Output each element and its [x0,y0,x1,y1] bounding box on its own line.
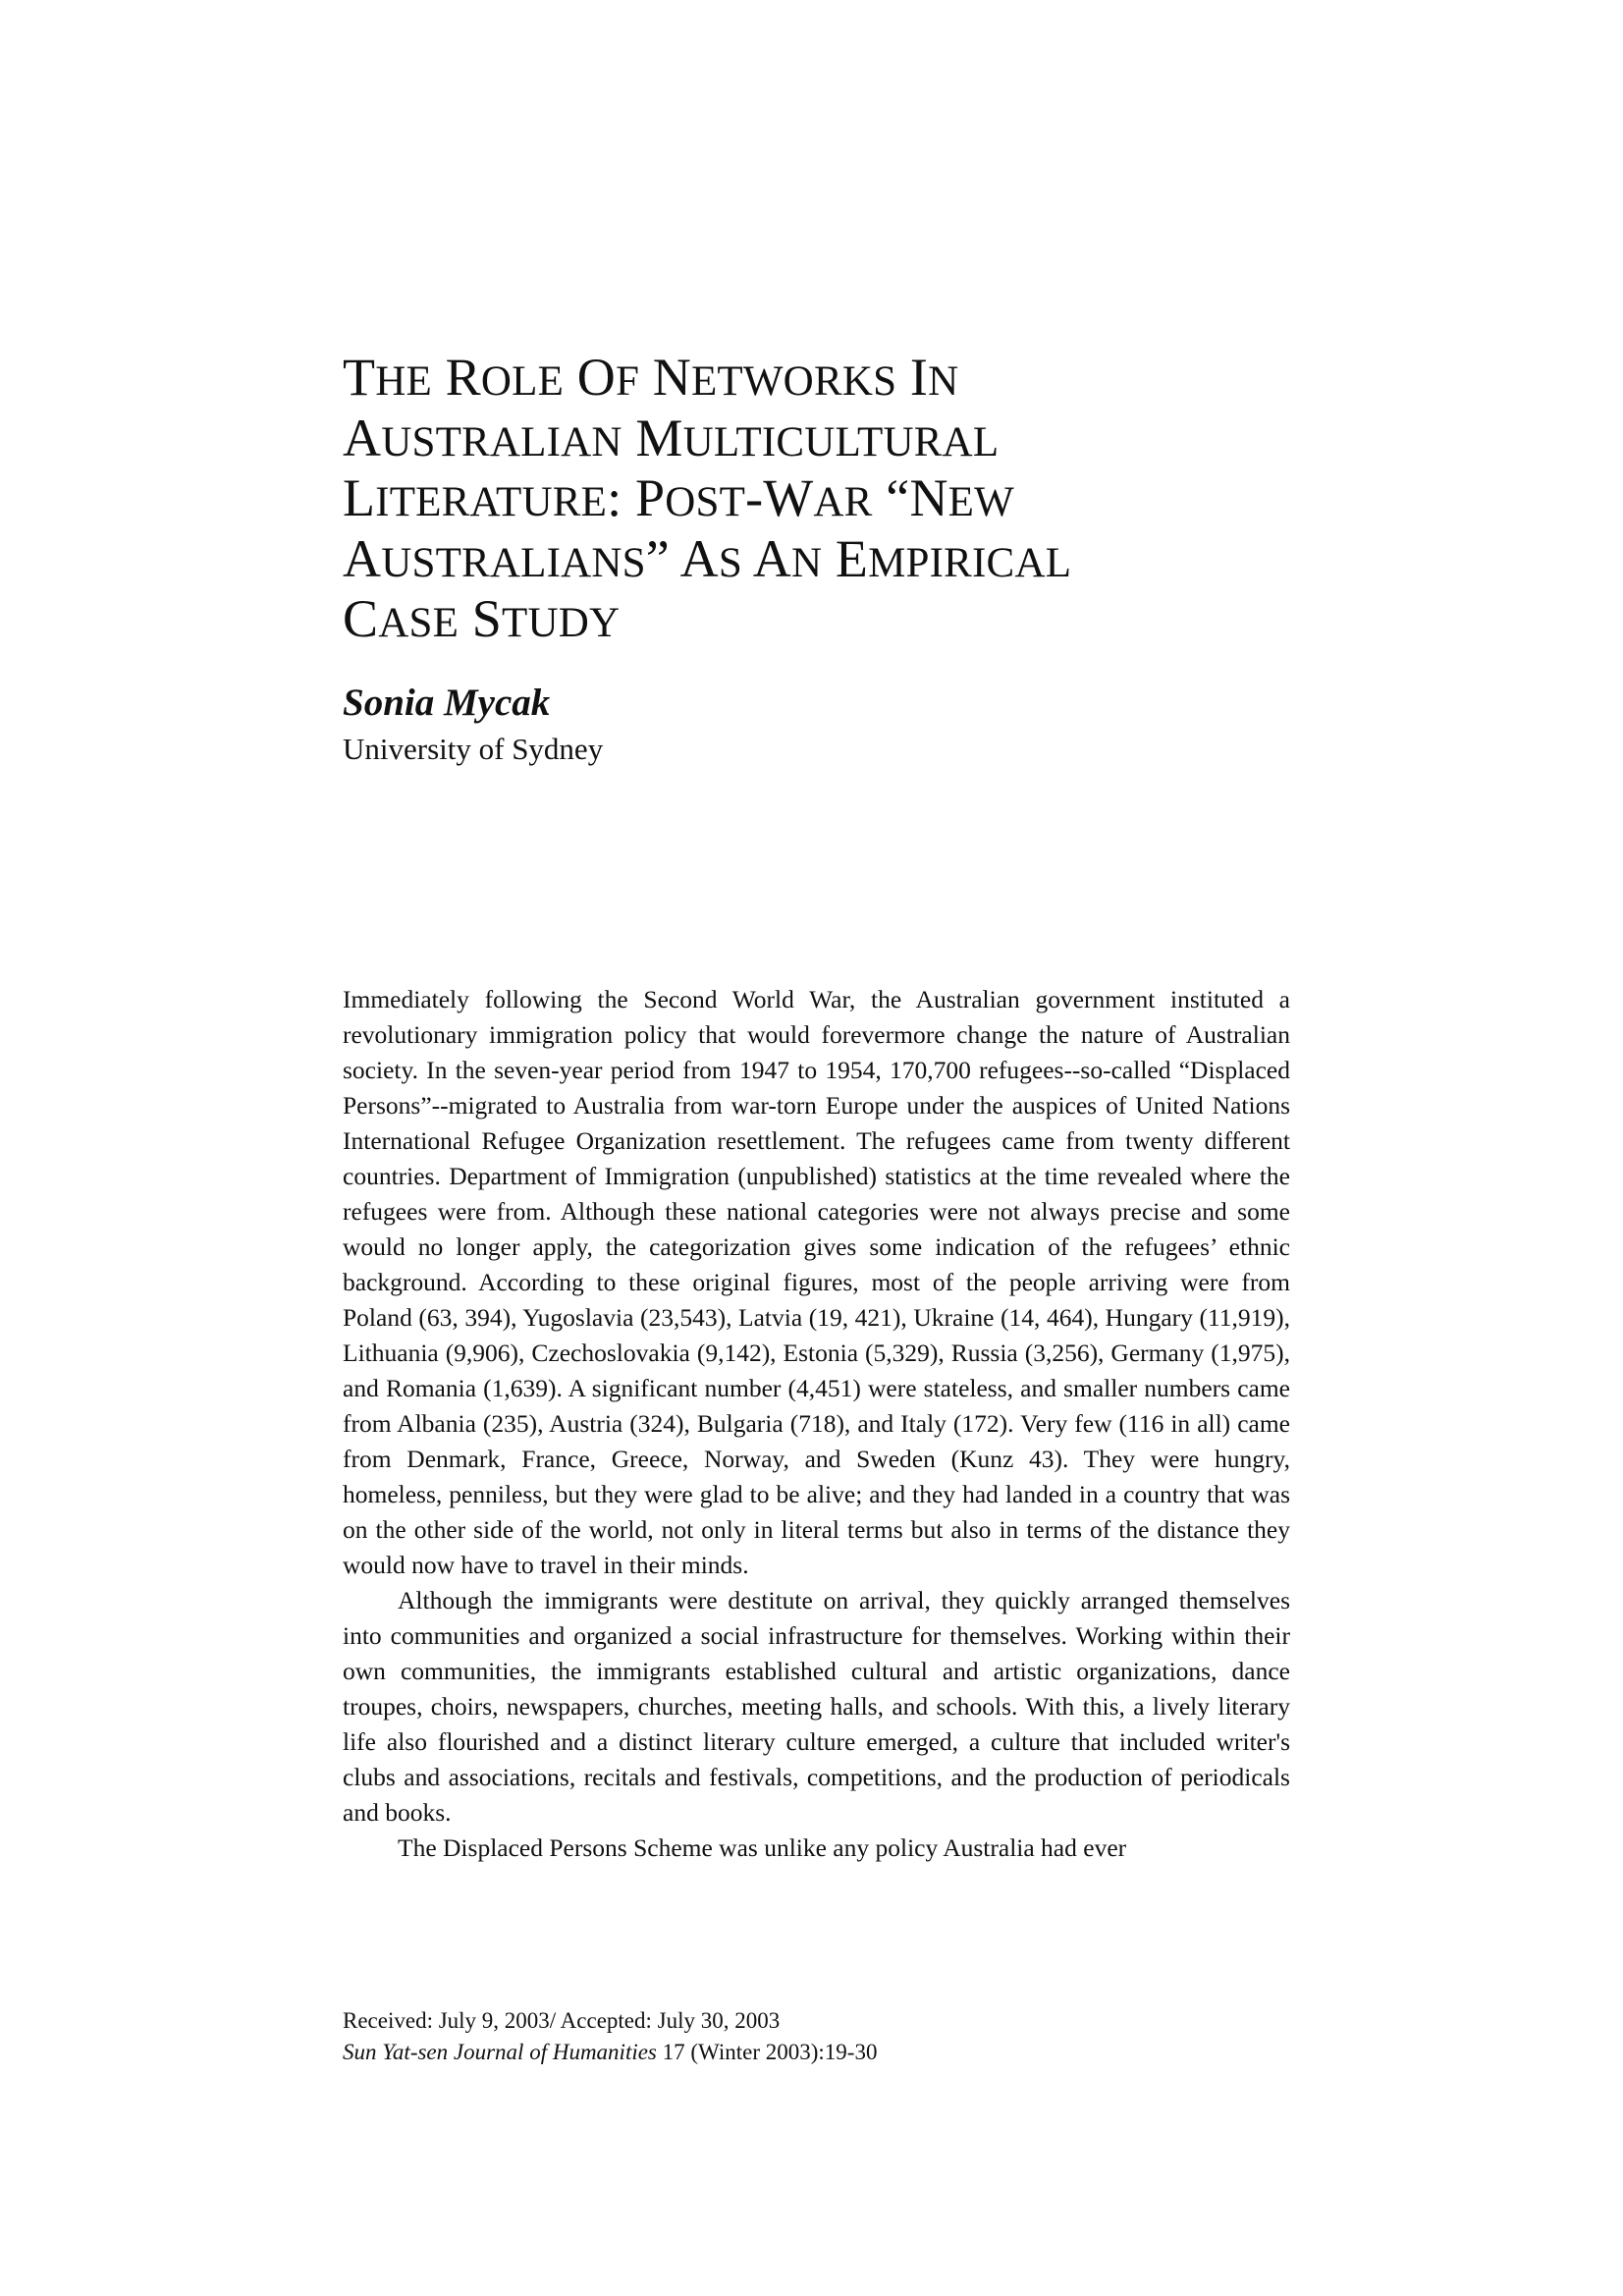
journal-issue-details: 17 (Winter 2003):19-30 [656,2040,878,2064]
journal-name: Sun Yat-sen Journal of Humanities [343,2040,657,2064]
journal-citation [343,2037,877,2068]
body-paragraph: Immediately following the Second World War, the Australian government instituted a revolutionary immigration policy that would forevermore change the nature of Australian society. In the seven-year period from 1947 to 1954, 170,700 refugees--so-called “Displaced Persons”--migrated to Australia from war-torn Europe under the auspices of United Nations International Refugee Organization resettlement. The refugees came from twenty different countries. Department of Immigration (unpublished) statistics at the time revealed where the refugees were from. Although these national categories were not always precise and some would no longer apply, the categorization gives some indication of the refugees’ ethnic background. According to these original figures, most of the people arriving were from Poland (63, 394), Yugoslavia (23,543), Latvia (19, 421), Ukraine (14, 464), Hungary (11,919), Lithuania (9,906), Czechoslovakia (9,142), Estonia (5,329), Russia (3,256), Germany (1,975), and Romania (1,639). A significant number (4,451) were stateless, and smaller numbers came from Albania (235), Austria (324), Bulgaria (718), and Italy (172). Very few (116 in all) came from Denmark, France, Greece, Norway, and Sweden (Kunz 43). They were hungry, homeless, penniless, but they were glad to be alive; and they had landed in a country that was on the other side of the world, not only in literal terms but also in terms of the distance they would now have to travel in their minds. [343,985,1290,1579]
title-line: AUSTRALIANS” AS AN EMPIRICAL [343,528,1072,588]
received-accepted-dates: Received: July 9, 2003/ Accepted: July 30, 2003 [343,2008,781,2033]
title-line: CASE STUDY [343,589,621,649]
publication-footnote [343,2005,877,2068]
author-name: Sonia Mycak [343,682,551,724]
author-affiliation: University of Sydney [343,732,604,766]
body-paragraph-continued: The Displaced Persons Scheme was unlike any policy Australia had ever [398,1833,1127,1862]
title-line: AUSTRALIAN MULTICULTURAL [343,408,1000,467]
body-paragraph: Although the immigrants were destitute on arrival, they quickly arranged themselves into communities and organized a social infrastructure for themselves. Working within their own communities, the immigrants established cultural and artistic organizations, dance troupes, choirs, newspapers, churches, meeting halls, and schools. With this, a lively literary life also flourished and a distinct literary culture emerged, a culture that included writer's clubs and associations, recitals and festivals, competitions, and the production of periodicals and books. [343,1586,1290,1827]
article-title [343,350,1226,652]
article-body [343,982,1290,1866]
title-line: THE ROLE OF NETWORKS IN [343,348,959,407]
title-line: LITERATURE: POST-WAR “NEW [343,468,1014,528]
